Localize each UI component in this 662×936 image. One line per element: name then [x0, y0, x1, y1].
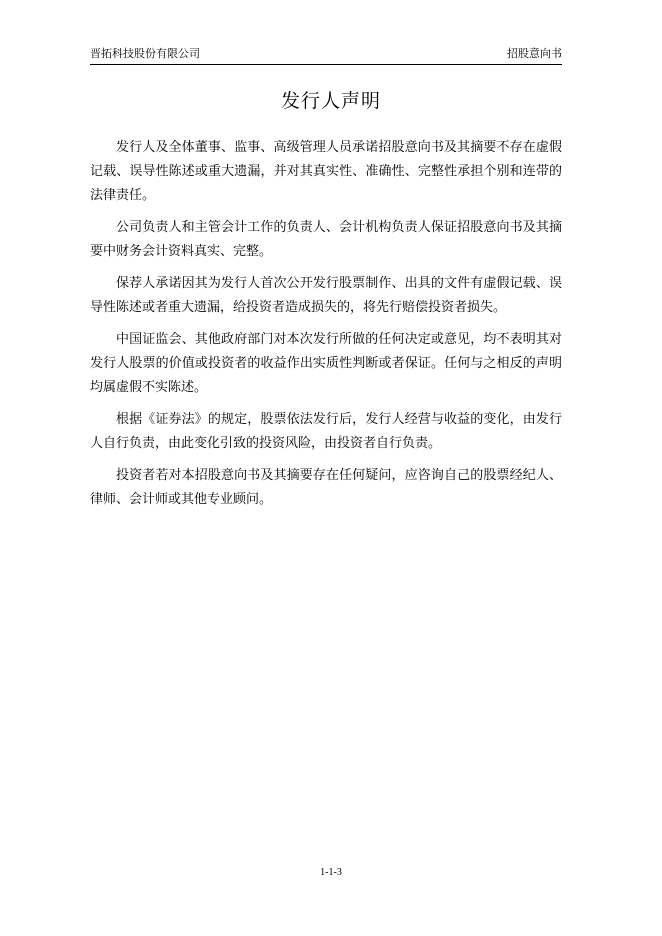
- paragraph-1: 发行人及全体董事、监事、高级管理人员承诺招股意向书及其摘要不存在虚假记载、误导性陈述或重大遗漏，并对其真实性、准确性、完整性承担个别和连带的法律责任。: [90, 140, 562, 203]
- paragraph-2: 公司负责人和主管会计工作的负责人、会计机构负责人保证招股意向书及其摘要中财务会计资料真实、完整。: [90, 220, 562, 259]
- page-header: [90, 46, 562, 65]
- paragraph-3: 保荐人承诺因其为发行人首次公开发行股票制作、出具的文件有虚假记载、误导性陈述或者重大遗漏，给投资者造成损失的，将先行赔偿投资者损失。: [90, 276, 562, 315]
- page-title: 发行人声明: [280, 90, 381, 112]
- document-body: [90, 136, 562, 520]
- header-company-name: 晋拓科技股份有限公司: [90, 47, 200, 60]
- header-document-type: 招股意向书: [507, 47, 562, 60]
- paragraph-4: 中国证监会、其他政府部门对本次发行所做的任何决定或意见，均不表明其对发行人股票的价值或投资者的收益作出实质性判断或者保证。任何与之相反的声明均属虚假不实陈述。: [90, 332, 562, 395]
- paragraph-6: 投资者若对本招股意向书及其摘要存在任何疑问，应咨询自己的股票经纪人、律师、会计师或其他专业顾问。: [90, 468, 562, 507]
- page-number: 1-1-3: [320, 867, 342, 878]
- paragraph-5: 根据《证券法》的规定，股票依法发行后，发行人经营与收益的变化，由发行人自行负责，由此变化引致的投资风险，由投资者自行负责。: [90, 412, 562, 451]
